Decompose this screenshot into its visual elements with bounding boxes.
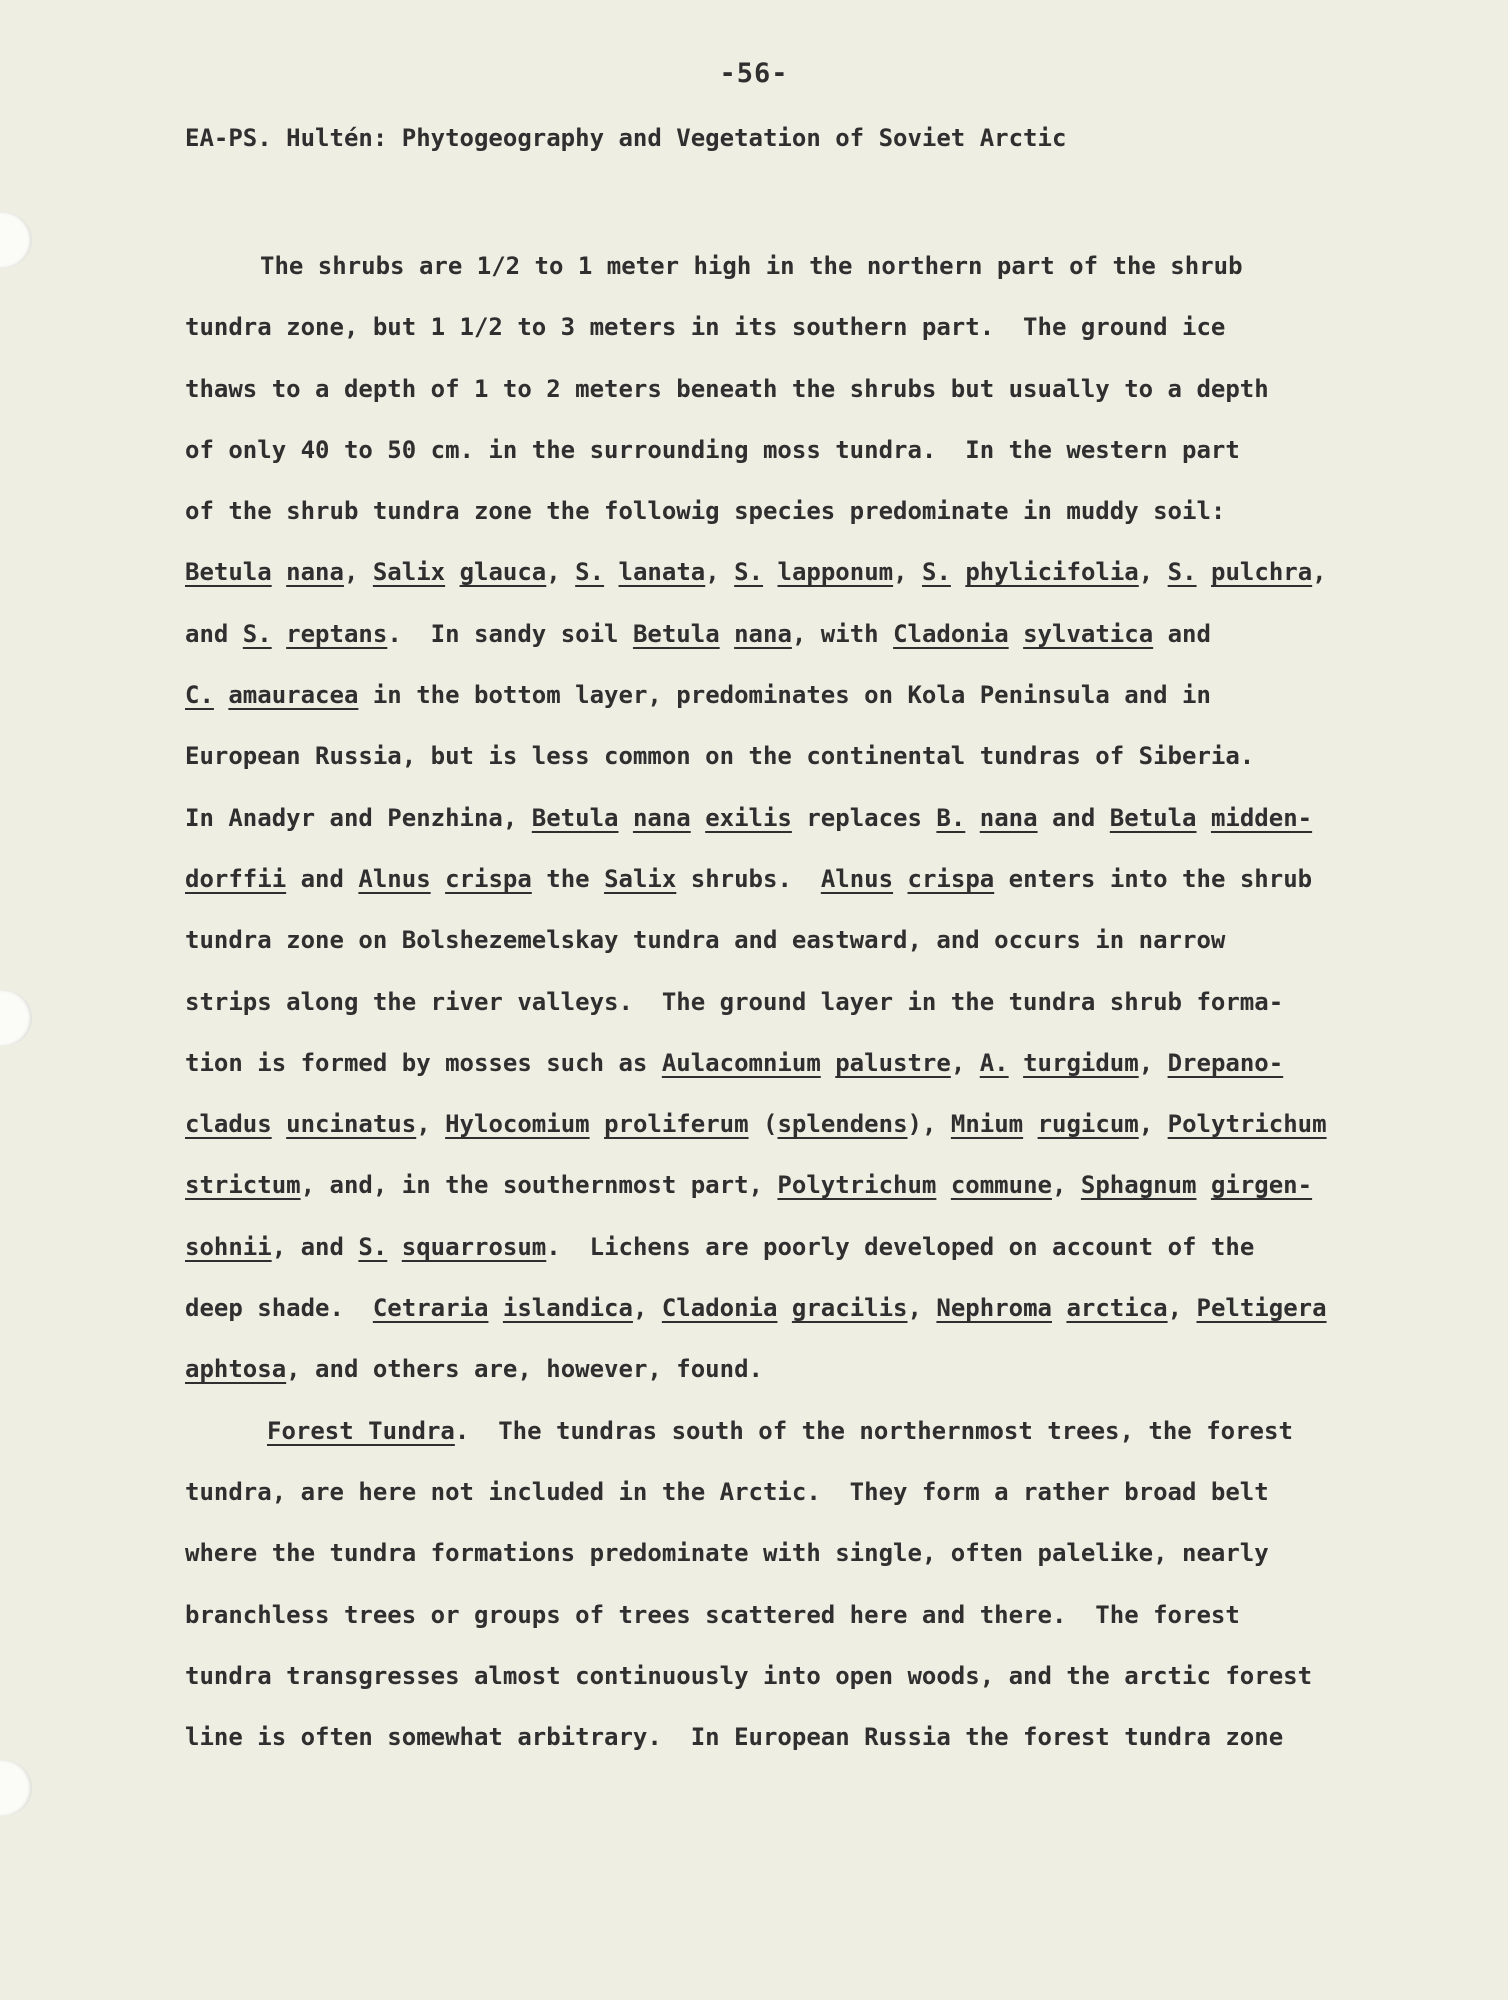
text-segment: tundra transgresses almost continuously into open woods, and the arctic forest [185,1661,1313,1690]
page-number: -56- [719,58,789,89]
underlined-term: uncinatus [286,1110,417,1139]
underlined-term: turgidum [1023,1048,1139,1077]
underlined-term: Nephroma [936,1294,1052,1323]
underlined-term: B. [936,803,966,832]
text-segment [720,620,734,648]
underlined-term: arctica [1066,1294,1168,1323]
text-segment: , [893,558,922,587]
text-segment [691,804,705,832]
text-segment [821,1049,835,1077]
underlined-term: nana [979,803,1038,832]
text-line [185,726,1405,787]
underlined-term: Betula [632,619,720,648]
text-segment [431,865,445,893]
text-segment: , [632,1294,662,1323]
text-segment: where the tundra formations predominate with single, often palelike, nearly [185,1539,1269,1568]
text-segment [590,1110,604,1138]
text-segment [618,804,632,832]
text-segment: tundra, are here not included in the Arctic. They form a rather broad belt [185,1477,1269,1506]
underlined-term: Drepano- [1167,1048,1284,1077]
text-segment: of the shrub tundra zone the followig species predominate in muddy soil: [185,497,1226,526]
text-line [185,1523,1405,1584]
text-segment: and [1153,619,1211,648]
text-line [185,1339,1405,1400]
text-segment [1197,804,1211,832]
underlined-term: crispa [445,864,532,893]
text-segment [214,681,228,709]
underlined-term: Mnium [950,1110,1024,1139]
text-segment [763,558,777,586]
text-segment: , and, in the southernmost part, [300,1171,778,1200]
underlined-term: Polytrichum [777,1171,937,1200]
underlined-term: Cladonia [893,619,1009,648]
punch-hole [0,1760,32,1816]
text-segment: , [1138,558,1168,587]
text-line [185,1401,1405,1462]
punch-hole [0,990,32,1046]
text-segment: . In sandy soil [387,619,633,648]
text-segment: , [1138,1048,1168,1077]
text-segment: , [1138,1110,1168,1139]
underlined-term: S. [575,558,605,587]
text-line [185,1707,1405,1768]
underlined-term: S. [242,619,272,648]
text-line [185,542,1405,603]
body-text [185,236,1405,1768]
text-segment: tion is formed by mosses such as [185,1048,662,1077]
text-segment: in the bottom layer, predominates on Kola Peninsula and in [358,681,1211,710]
text-line [185,481,1405,542]
underlined-term: S. [734,558,764,587]
text-segment [1197,558,1211,586]
underlined-term: gracilis [791,1294,908,1323]
underlined-term: proliferum [604,1110,749,1139]
text-segment [488,1294,502,1322]
underlined-term: S. [358,1232,388,1261]
text-segment: European Russia, but is less common on the continental tundras of Siberia. [185,742,1255,771]
text-segment: and [1037,803,1110,832]
underlined-term: Betula [1109,803,1197,832]
text-line [185,1585,1405,1646]
underlined-term: nana [734,619,792,648]
text-segment: and [185,619,243,648]
text-line [185,420,1405,481]
text-line [185,297,1405,358]
underlined-term: exilis [705,803,792,832]
text-line [185,665,1405,726]
underlined-term: nana [286,558,344,587]
text-segment: , and others are, however, found. [286,1355,763,1384]
text-segment [1009,620,1023,648]
text-segment: branchless trees or groups of trees scattered here and there. The forest [185,1600,1240,1629]
underlined-term: phylicifolia [965,558,1139,587]
underlined-term: C. [185,681,214,710]
underlined-term: splendens [777,1110,908,1139]
text-line [185,849,1405,910]
text-segment: , and [271,1232,359,1261]
underlined-term: Alnus [358,864,431,893]
running-head: EA-PS. Hultén: Phytogeography and Vegetation of Soviet Arctic [185,124,1067,152]
text-segment [777,1294,791,1322]
underlined-term: commune [950,1171,1052,1200]
text-segment: . The tundras south of the northernmost trees, the forest [454,1416,1293,1445]
underlined-term: Forest Tundra [267,1416,455,1445]
underlined-term: amauracea [228,681,359,710]
punch-hole [0,212,32,268]
text-segment [893,865,907,893]
underlined-term: rugicum [1037,1110,1139,1139]
underlined-term: midden- [1210,803,1313,832]
underlined-term: Cladonia [661,1294,778,1323]
text-line [185,236,1405,297]
text-segment: . Lichens are poorly developed on account of the [546,1232,1255,1261]
text-segment: ), [907,1110,951,1139]
text-segment: and [286,864,359,893]
text-segment: In Anadyr and Penzhina, [185,803,532,832]
text-segment: tundra zone on Bolshezemelskay tundra and eastward, and occurs in narrow [185,926,1226,955]
text-segment: line is often somewhat arbitrary. In European Russia the forest tundra zone [185,1723,1284,1752]
text-segment: , [1051,1171,1081,1200]
underlined-term: palustre [835,1048,951,1077]
text-segment: thaws to a depth of 1 to 2 meters beneath the shrubs but usually to a depth [185,374,1269,403]
text-segment [272,620,286,648]
text-segment [272,558,286,586]
underlined-term: S. [922,558,951,587]
text-segment: replaces [791,803,937,832]
text-segment: , [907,1294,937,1323]
underlined-term: A. [979,1048,1009,1077]
underlined-term: Aulacomnium [661,1048,821,1077]
text-segment: the [531,864,605,893]
underlined-term: cladus [185,1110,272,1139]
text-segment: , [1312,558,1327,587]
underlined-term: lapponum [777,558,894,587]
text-segment: , [416,1110,446,1139]
text-line [185,359,1405,420]
text-segment: of only 40 to 50 cm. in the surrounding moss tundra. In the western part [185,435,1240,464]
text-segment: shrubs. [676,864,821,893]
text-segment: ( [748,1110,778,1139]
text-line [185,1646,1405,1707]
text-line [185,1155,1405,1216]
underlined-term: Alnus [820,864,894,893]
underlined-term: islandica [502,1294,633,1323]
text-line [185,972,1405,1033]
underlined-term: Betula [185,558,272,587]
text-segment [445,558,459,586]
underlined-term: S. [1167,558,1197,587]
text-segment: , [343,558,373,587]
underlined-term: sohnii [185,1232,272,1261]
text-segment: , [950,1048,980,1077]
underlined-term: Salix [604,864,677,893]
text-segment [1196,1171,1210,1199]
underlined-term: Betula [531,803,619,832]
text-line [185,1278,1405,1339]
underlined-term: squarrosum [401,1232,547,1261]
text-segment: strips along the river valleys. The ground layer in the tundra shrub forma- [185,987,1284,1016]
text-segment: The shrubs are 1/2 to 1 meter high in the northern part of the shrub [260,252,1243,280]
text-segment [604,558,618,586]
underlined-term: Polytrichum [1167,1110,1327,1139]
underlined-term: glauca [459,558,547,587]
underlined-term: lanata [618,558,706,587]
text-segment [951,558,965,586]
underlined-term: Salix [372,558,446,587]
text-segment: , [546,558,576,587]
underlined-term: reptans [286,619,388,648]
text-line [185,1217,1405,1278]
text-segment: , [1167,1294,1197,1323]
text-segment: tundra zone, but 1 1/2 to 3 meters in its southern part. The ground ice [185,313,1226,342]
text-segment: , with [791,619,894,648]
text-line [185,910,1405,971]
text-segment [936,1171,950,1199]
text-segment [387,1233,401,1261]
underlined-term: sylvatica [1023,619,1154,648]
underlined-term: crispa [907,864,995,893]
underlined-term: nana [632,803,691,832]
underlined-term: Hylocomium [445,1110,590,1139]
underlined-term: Peltigera [1196,1294,1327,1323]
text-line [185,1033,1405,1094]
underlined-term: pulchra [1211,558,1313,587]
text-line [185,1094,1405,1155]
text-segment [965,804,979,832]
text-segment [1052,1294,1066,1322]
underlined-term: girgen- [1210,1171,1313,1200]
underlined-term: dorffii [185,864,287,893]
text-segment [1009,1049,1023,1077]
underlined-term: strictum [185,1171,301,1200]
text-line [185,604,1405,665]
text-segment: deep shade. [185,1294,373,1323]
underlined-term: aphtosa [185,1355,287,1384]
text-segment: , [705,558,735,587]
text-segment: enters into the shrub [994,864,1313,893]
text-line [185,1462,1405,1523]
underlined-term: Sphagnum [1080,1171,1197,1200]
text-line [185,788,1405,849]
underlined-term: Cetraria [372,1294,489,1323]
text-segment [272,1110,286,1138]
text-segment [1023,1110,1037,1138]
